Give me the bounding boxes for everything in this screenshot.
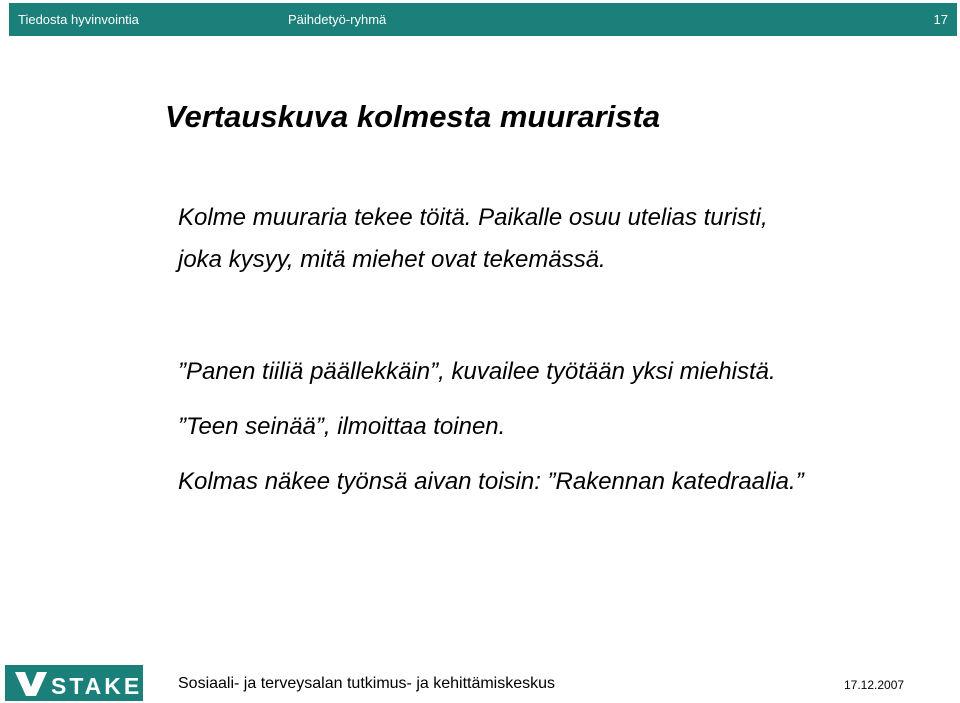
- slide-title: Vertauskuva kolmesta muurarista: [165, 99, 661, 134]
- intro-line-2: joka kysyy, mitä miehet ovat tekemässä.: [178, 246, 606, 273]
- logo-wordmark: STAKES: [51, 673, 161, 699]
- header-left-label: Tiedosta hyvinvointia: [18, 12, 139, 27]
- logo-v-mark-icon: [15, 672, 47, 696]
- header-center-label: Päihdetyö-ryhmä: [288, 12, 387, 27]
- footer-date: 17.12.2007: [844, 678, 905, 692]
- footer-organization: Sosiaali- ja terveysalan tutkimus- ja kehittämiskeskus: [178, 675, 556, 692]
- header-bar: [9, 3, 957, 36]
- quote-first-mason: ”Panen tiiliä päällekkäin”, kuvailee työtään yksi miehistä.: [178, 358, 776, 385]
- intro-line-1: Kolme muuraria tekee töitä. Paikalle osuu utelias turisti,: [178, 204, 768, 231]
- slide-number: 17: [933, 12, 948, 27]
- quote-second-mason: ”Teen seinää”, ilmoittaa toinen.: [178, 413, 506, 440]
- stakes-logo-graphic: [5, 665, 161, 701]
- stakes-logo: [5, 665, 161, 701]
- quote-third-mason: Kolmas näkee työnsä aivan toisin: ”Rakennan katedraalia.”: [178, 468, 804, 495]
